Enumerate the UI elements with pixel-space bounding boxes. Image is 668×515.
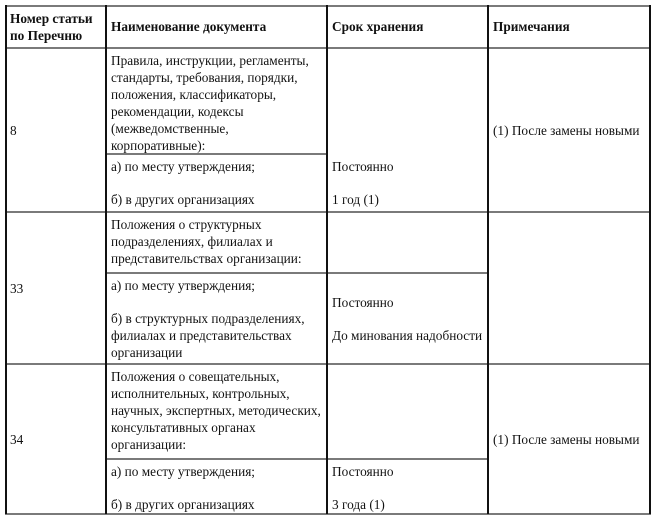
row-terms bbox=[328, 460, 487, 513]
divider bbox=[5, 47, 651, 49]
header-term: Срок хранения bbox=[332, 19, 424, 34]
divider bbox=[105, 5, 107, 514]
row-title: Положения о структурных подразделениях, филиалах и представительствах организации: bbox=[111, 217, 302, 266]
divider bbox=[105, 458, 489, 460]
row-subitems bbox=[107, 274, 326, 363]
divider bbox=[5, 5, 651, 7]
divider bbox=[5, 211, 651, 213]
row-number: 33 bbox=[10, 280, 24, 296]
row-title: Правила, инструкции, регламенты, стандарты, требования, порядки, положения, классификаторы, рекомендации, кодексы (межведомственные, корпоративные): bbox=[111, 53, 309, 153]
header-title: Наименование документа bbox=[111, 19, 267, 34]
divider bbox=[5, 5, 7, 514]
subitem-a: а) по месту утверждения; bbox=[111, 464, 256, 479]
subitem-a: а) по месту утверждения; bbox=[111, 159, 256, 174]
row-subitems bbox=[107, 155, 326, 211]
divider bbox=[487, 5, 489, 514]
term-a: Постоянно bbox=[332, 294, 394, 310]
term-a: Постоянно bbox=[332, 464, 394, 479]
row-subitems bbox=[107, 460, 326, 513]
subitem-b: б) в других организациях bbox=[111, 497, 255, 512]
divider bbox=[326, 5, 328, 514]
term-b: 3 года (1) bbox=[332, 497, 385, 512]
divider bbox=[105, 153, 327, 155]
term-b: 1 год (1) bbox=[332, 192, 379, 207]
row-note: (1) После замены новыми bbox=[493, 122, 640, 138]
divider bbox=[5, 363, 651, 365]
row-note: (1) После замены новыми bbox=[493, 431, 640, 447]
subitem-a: а) по месту утверждения; bbox=[111, 278, 256, 293]
divider bbox=[649, 5, 651, 514]
header-notes: Примечания bbox=[493, 19, 570, 34]
term-a: Постоянно bbox=[332, 159, 394, 174]
row-number: 8 bbox=[10, 122, 17, 138]
term-b: До минования надобности bbox=[332, 327, 483, 343]
divider bbox=[105, 272, 489, 274]
header-number: Номер статьи по Перечню bbox=[10, 10, 93, 43]
row-terms bbox=[328, 274, 487, 363]
subitem-b: б) в других организациях bbox=[111, 192, 255, 207]
row-terms bbox=[328, 155, 487, 211]
row-number: 34 bbox=[10, 431, 24, 447]
row-title: Положения о совещательных, исполнительных, контрольных, научных, экспертных, методических, консультативных органах организации: bbox=[111, 369, 321, 452]
row-note bbox=[489, 213, 649, 363]
subitem-b: б) в структурных подразделениях, филиалах и представительствах организации bbox=[111, 311, 305, 360]
